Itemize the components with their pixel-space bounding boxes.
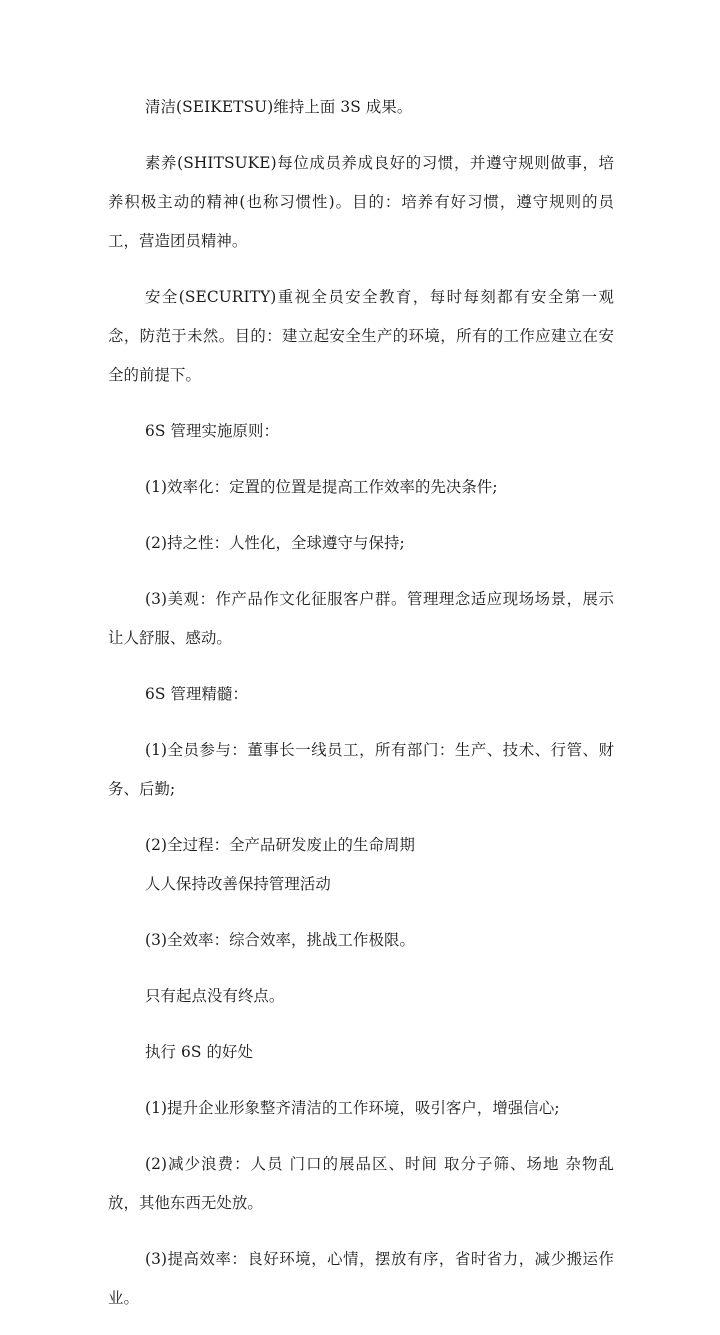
essence-no-end: 只有起点没有终点。	[145, 987, 285, 1005]
document-body	[108, 88, 614, 1335]
essence-process-continued: 人人保持改善保持管理活动	[145, 875, 331, 893]
essence-process: (2)全过程：全产品研发废止的生命周期	[145, 836, 415, 854]
heading-benefits: 执行 6S 的好处	[145, 1043, 253, 1061]
essence-participation: (1)全员参与：董事长一线员工，所有部门：生产、技术、行管、财务、后勤;	[108, 741, 614, 798]
principle-aesthetics: (3)美观：作产品作文化征服客户群。管理理念适应现场场景，展示让人舒服、感动。	[108, 590, 614, 647]
essence-efficiency: (3)全效率：综合效率，挑战工作极限。	[145, 931, 415, 949]
paragraph-security: 安全(SECURITY)重视全员安全教育，每时每刻都有安全第一观念，防范于未然。目的：建立起安全生产的环境，所有的工作应建立在安全的前提下。	[108, 288, 614, 384]
heading-principles: 6S 管理实施原则：	[145, 422, 279, 440]
paragraph-shitsuke: 素养(SHITSUKE)每位成员养成良好的习惯，并遵守规则做事，培养积极主动的精神(也称习惯性)。目的：培养有好习惯，遵守规则的员工，营造团员精神。	[108, 154, 614, 250]
benefit-image: (1)提升企业形象整齐清洁的工作环境，吸引客户，增强信心;	[145, 1099, 560, 1117]
paragraph-seiketsu: 清洁(SEIKETSU)维持上面 3S 成果。	[145, 98, 413, 116]
benefit-reduce-waste: (2)减少浪费：人员 门口的展品区、时间 取分子筛、场地 杂物乱放，其他东西无处放。	[108, 1155, 614, 1212]
principle-efficiency: (1)效率化：定置的位置是提高工作效率的先决条件;	[145, 478, 498, 496]
principle-persistence: (2)持之性：人性化，全球遵守与保持;	[145, 534, 405, 552]
heading-essence: 6S 管理精髓：	[145, 685, 248, 703]
benefit-efficiency: (3)提高效率：良好环境，心情，摆放有序，省时省力，减少搬运作业。	[108, 1250, 614, 1307]
